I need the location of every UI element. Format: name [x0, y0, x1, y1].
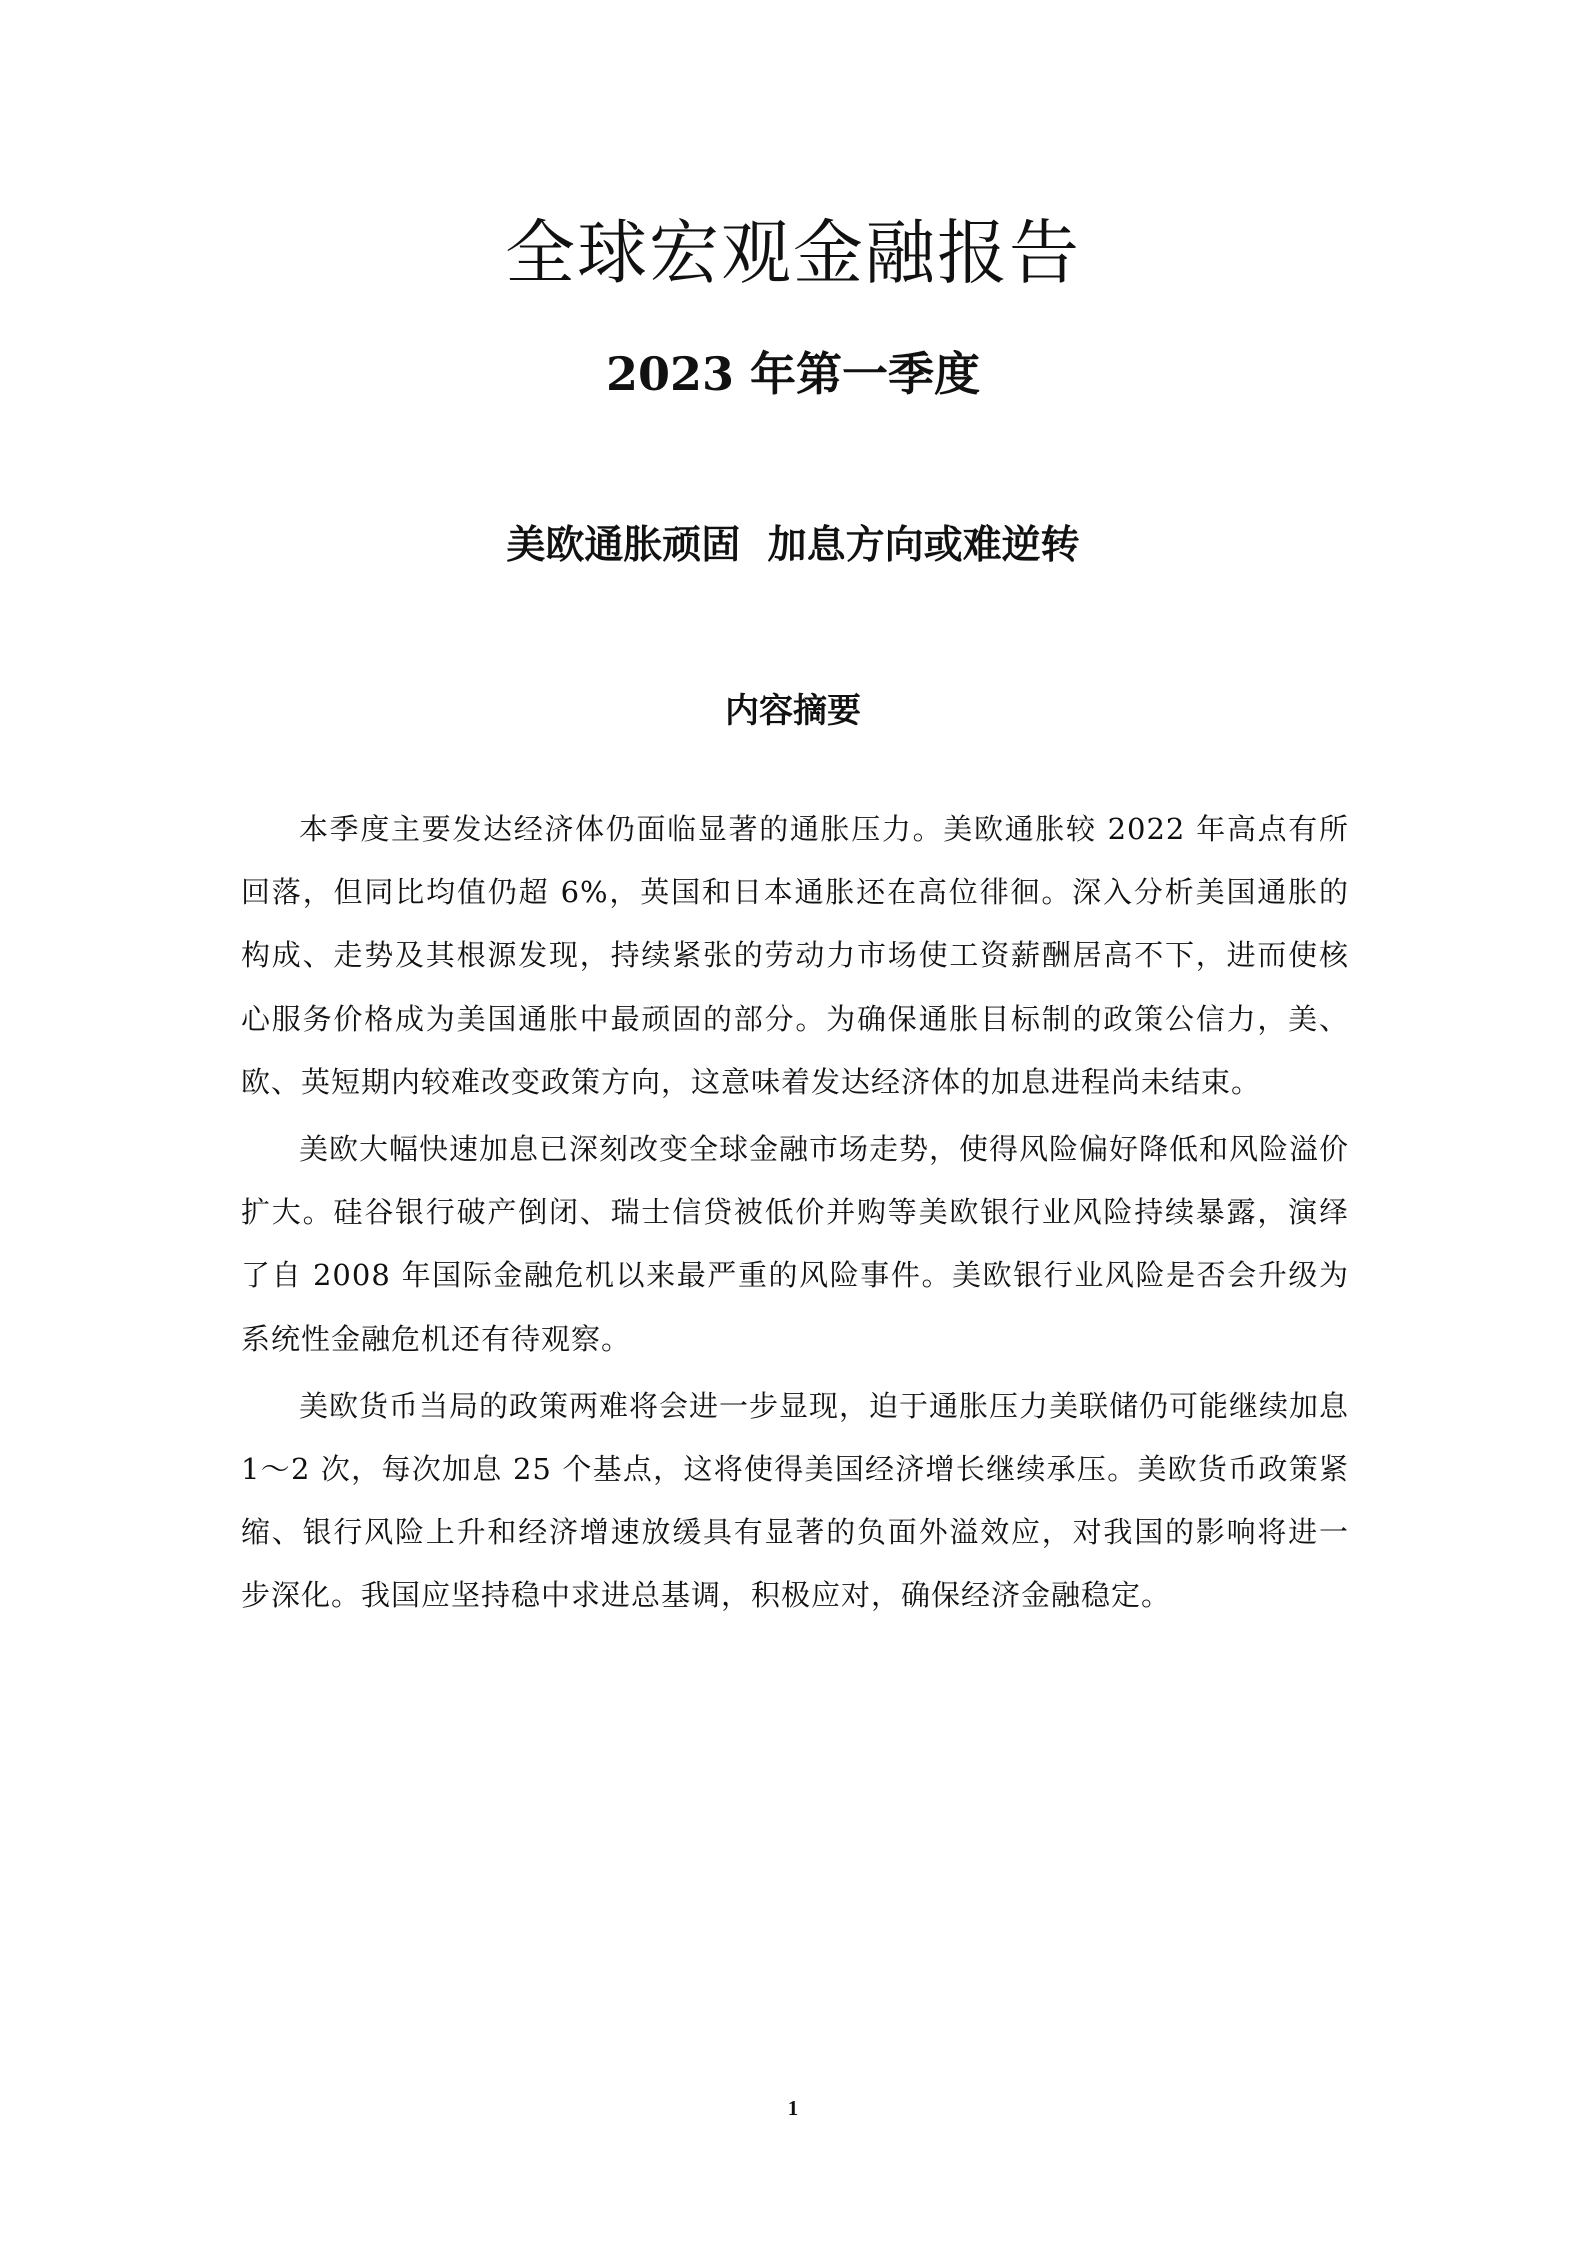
abstract-paragraph: 本季度主要发达经济体仍面临显著的通胀压力。美欧通胀较 2022 年高点有所回落，但同比均值仍超 6%，英国和日本通胀还在高位徘徊。深入分析美国通胀的构成、走势及其根源发现，持续紧张的劳动力市场使工资薪酬居高不下，进而使核心服务价格成为美国通胀中最顽固的部分。为确保通胀目标制的政策公信力，美、欧、英短期内较难改变政策方向，这意味着发达经济体的加息进程尚未结束。: [241, 812, 1349, 1099]
page-number: 1: [787, 2096, 799, 2120]
report-headline: 美欧通胀顽固 加息方向或难逆转: [506, 523, 1080, 568]
abstract-paragraph: 美欧大幅快速加息已深刻改变全球金融市场走势，使得风险偏好降低和风险溢价扩大。硅谷银行破产倒闭、瑞士信贷被低价并购等美欧银行业风险持续暴露，演绎了自 2008 年国际金融危机以来最严重的风险事件。美欧银行业风险是否会升级为系统性金融危机还有待观察。: [241, 1132, 1350, 1356]
abstract-body: [241, 798, 1349, 1632]
abstract-heading: 内容摘要: [725, 691, 861, 731]
abstract-paragraph: 美欧货币当局的政策两难将会进一步显现，迫于通胀压力美联储仍可能继续加息 1～2 次，每次加息 25 个基点，这将使得美国经济增长继续承压。美欧货币政策紧缩、银行风险上升和经济增速放缓具有显著的负面外溢效应，对我国的影响将进一步深化。我国应坚持稳中求进总基调，积极应对，确保经济金融稳定。: [241, 1388, 1350, 1613]
report-subtitle: 2023 年第一季度: [605, 347, 981, 401]
report-title: 全球宏观金融报告: [505, 212, 1081, 294]
